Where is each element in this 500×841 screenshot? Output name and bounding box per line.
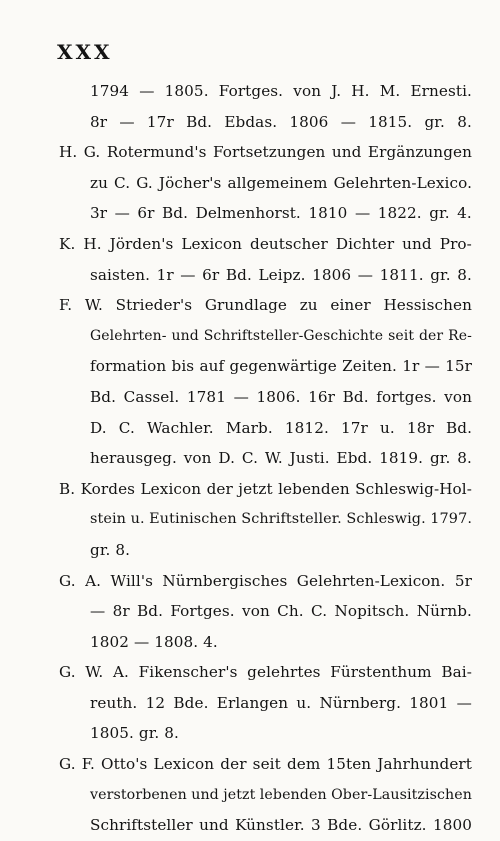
entry-continuation-line: 1794 — 1805. Fortges. von J. H. M. Ernesti. <box>90 82 472 100</box>
entry-first-line: K. H. Jörden's Lexicon deutscher Dichter und Pro- <box>59 234 472 253</box>
entry-continuation-line: Bd. Cassel. 1781 — 1806. 16r Bd. fortges. von <box>90 387 472 406</box>
entry-continuation-line: verstorbenen und jetzt lebenden Ober-Lausitzischen <box>90 786 472 803</box>
page-number: XXX <box>57 40 113 64</box>
entry-continuation-line: — 8r Bd. Fortges. von Ch. C. Nopitsch. Nürnb. <box>90 602 472 621</box>
entry-continuation-line: reuth. 12 Bde. Erlangen u. Nürnberg. 1801 — <box>90 693 472 712</box>
entry-continuation-line: herausgeg. von D. C. W. Justi. Ebd. 1819. gr. 8. <box>90 449 472 468</box>
entry-continuation-line: gr. 8. <box>90 540 131 559</box>
entry-continuation-line: zu C. G. Jöcher's allgemeinem Gelehrten-Lexico. <box>90 173 472 192</box>
entry-first-line: F. W. Strieder's Grundlage zu einer Hessischen <box>59 296 472 315</box>
entry-continuation-line: D. C. Wachler. Marb. 1812. 17r u. 18r Bd. <box>90 418 472 437</box>
entry-first-line: B. Kordes Lexicon der jetzt lebenden Schleswig-Hol- <box>59 479 472 498</box>
entry-first-line: G. A. Will's Nürnbergisches Gelehrten-Lexicon. 5r <box>59 571 472 590</box>
entry-continuation-line: Schriftsteller und Künstler. 3 Bde. Görlitz. 1800 <box>90 816 472 835</box>
entry-continuation-line: saisten. 1r — 6r Bd. Leipz. 1806 — 1811. gr. 8. <box>90 265 472 284</box>
entry-continuation-line: 3r — 6r Bd. Delmenhorst. 1810 — 1822. gr. 4. <box>90 204 472 223</box>
entry-continuation-line: Gelehrten- und Schriftsteller-Geschichte seit der Re- <box>90 327 472 344</box>
entry-first-line: H. G. Rotermund's Fortsetzungen und Ergänzungen <box>59 143 472 162</box>
entry-continuation-line: formation bis auf gegenwärtige Zeiten. 1r — 15r <box>90 357 472 376</box>
bibliography-list <box>0 76 500 841</box>
entry-continuation-line: 1802 — 1808. 4. <box>90 632 218 651</box>
entry-first-line: G. W. A. Fikenscher's gelehrtes Fürstenthum Bai- <box>59 663 472 682</box>
entry-continuation-line: stein u. Eutinischen Schriftsteller. Schleswig. 1797. <box>90 511 472 528</box>
entry-first-line: G. F. Otto's Lexicon der seit dem 15ten Jahrhundert <box>59 755 472 774</box>
entry-continuation-line: 8r — 17r Bd. Ebdas. 1806 — 1815. gr. 8. <box>90 112 472 131</box>
entry-continuation-line: 1805. gr. 8. <box>90 724 179 743</box>
